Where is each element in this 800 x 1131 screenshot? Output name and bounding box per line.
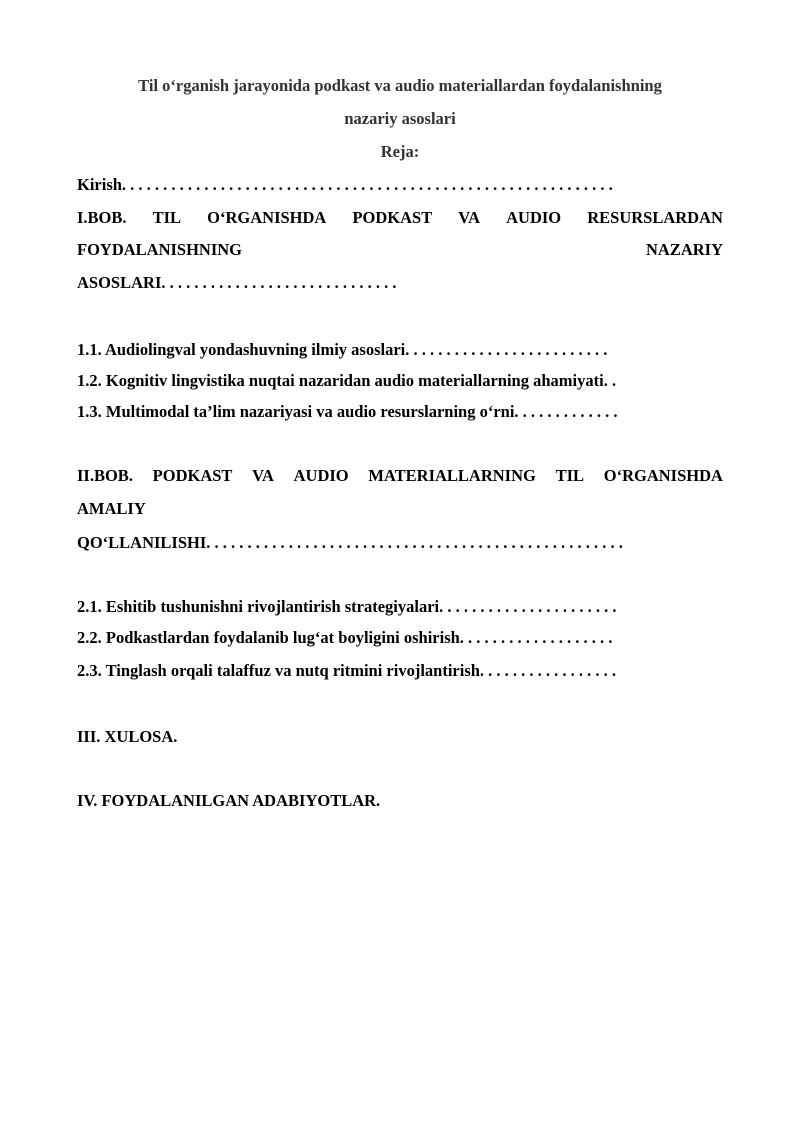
toc-section-2-2: 2.2. Podkastlardan foydalanib lug‘at boyligini oshirish. . . . . . . . . . . . . . . . . . .: [77, 628, 613, 647]
toc-word: NAZARIY: [645, 240, 723, 259]
toc-word: AUDIO: [506, 208, 562, 227]
plan-heading: Reja:: [380, 142, 420, 161]
document-title-line-1: Til o‘rganish jarayonida podkast va audio materiallardan foydalanishning: [138, 76, 662, 95]
toc-conclusion: III. XULOSA.: [77, 727, 178, 746]
toc-section-2-1: 2.1. Eshitib tushunishni rivojlantirish strategiyalari. . . . . . . . . . . . . . . . . . . . . .: [77, 597, 617, 616]
toc-intro: Kirish. . . . . . . . . . . . . . . . . . . . . . . . . . . . . . . . . . . . . . . . . . . . . . . . . . . . . . . . . . . .: [77, 175, 613, 194]
toc-word: TIL: [555, 466, 585, 485]
document-title-line-2: nazariy asoslari: [344, 109, 456, 128]
toc-word: AUDIO: [293, 466, 349, 485]
toc-word: VA: [458, 208, 481, 227]
toc-chapter2-line1: [77, 466, 723, 486]
toc-word: PODKAST: [352, 208, 433, 227]
toc-chapter1-line3: ASOSLARI. . . . . . . . . . . . . . . . . . . . . . . . . . . . .: [77, 273, 397, 292]
toc-word: O‘RGANISHDA: [603, 466, 723, 485]
toc-word: TIL: [152, 208, 182, 227]
toc-word: RESURSLARDAN: [587, 208, 723, 227]
toc-word: PODKAST: [152, 466, 233, 485]
toc-chapter2-line3: QO‘LLANILISHI. . . . . . . . . . . . . . . . . . . . . . . . . . . . . . . . . . . . . . . . . . . . . . . . . . .: [77, 533, 623, 552]
toc-section-1-1: 1.1. Audiolingval yondashuvning ilmiy asoslari. . . . . . . . . . . . . . . . . . . . . . . . .: [77, 340, 608, 359]
toc-word: FOYDALANISHNING: [77, 240, 243, 259]
toc-chapter1-line1: [77, 208, 723, 228]
toc-section-2-3: 2.3. Tinglash orqali talaffuz va nutq ritmini rivojlantirish. . . . . . . . . . . . . . . . .: [77, 661, 617, 680]
toc-section-1-2: 1.2. Kognitiv lingvistika nuqtai nazaridan audio materiallarning ahamiyati. .: [77, 371, 617, 390]
toc-chapter2-line2: AMALIY: [77, 499, 146, 518]
toc-word: II.BOB.: [77, 466, 133, 485]
toc-word: O‘RGANISHDA: [207, 208, 327, 227]
toc-references: IV. FOYDALANILGAN ADABIYOTLAR.: [77, 791, 381, 810]
toc-word: VA: [252, 466, 274, 485]
toc-section-1-3: 1.3. Multimodal ta’lim nazariyasi va audio resurslarning o‘rni. . . . . . . . . . . . .: [77, 402, 618, 421]
toc-word: I.BOB.: [77, 208, 127, 227]
toc-chapter1-line2: [77, 240, 723, 260]
toc-word: MATERIALLARNING: [368, 466, 536, 485]
